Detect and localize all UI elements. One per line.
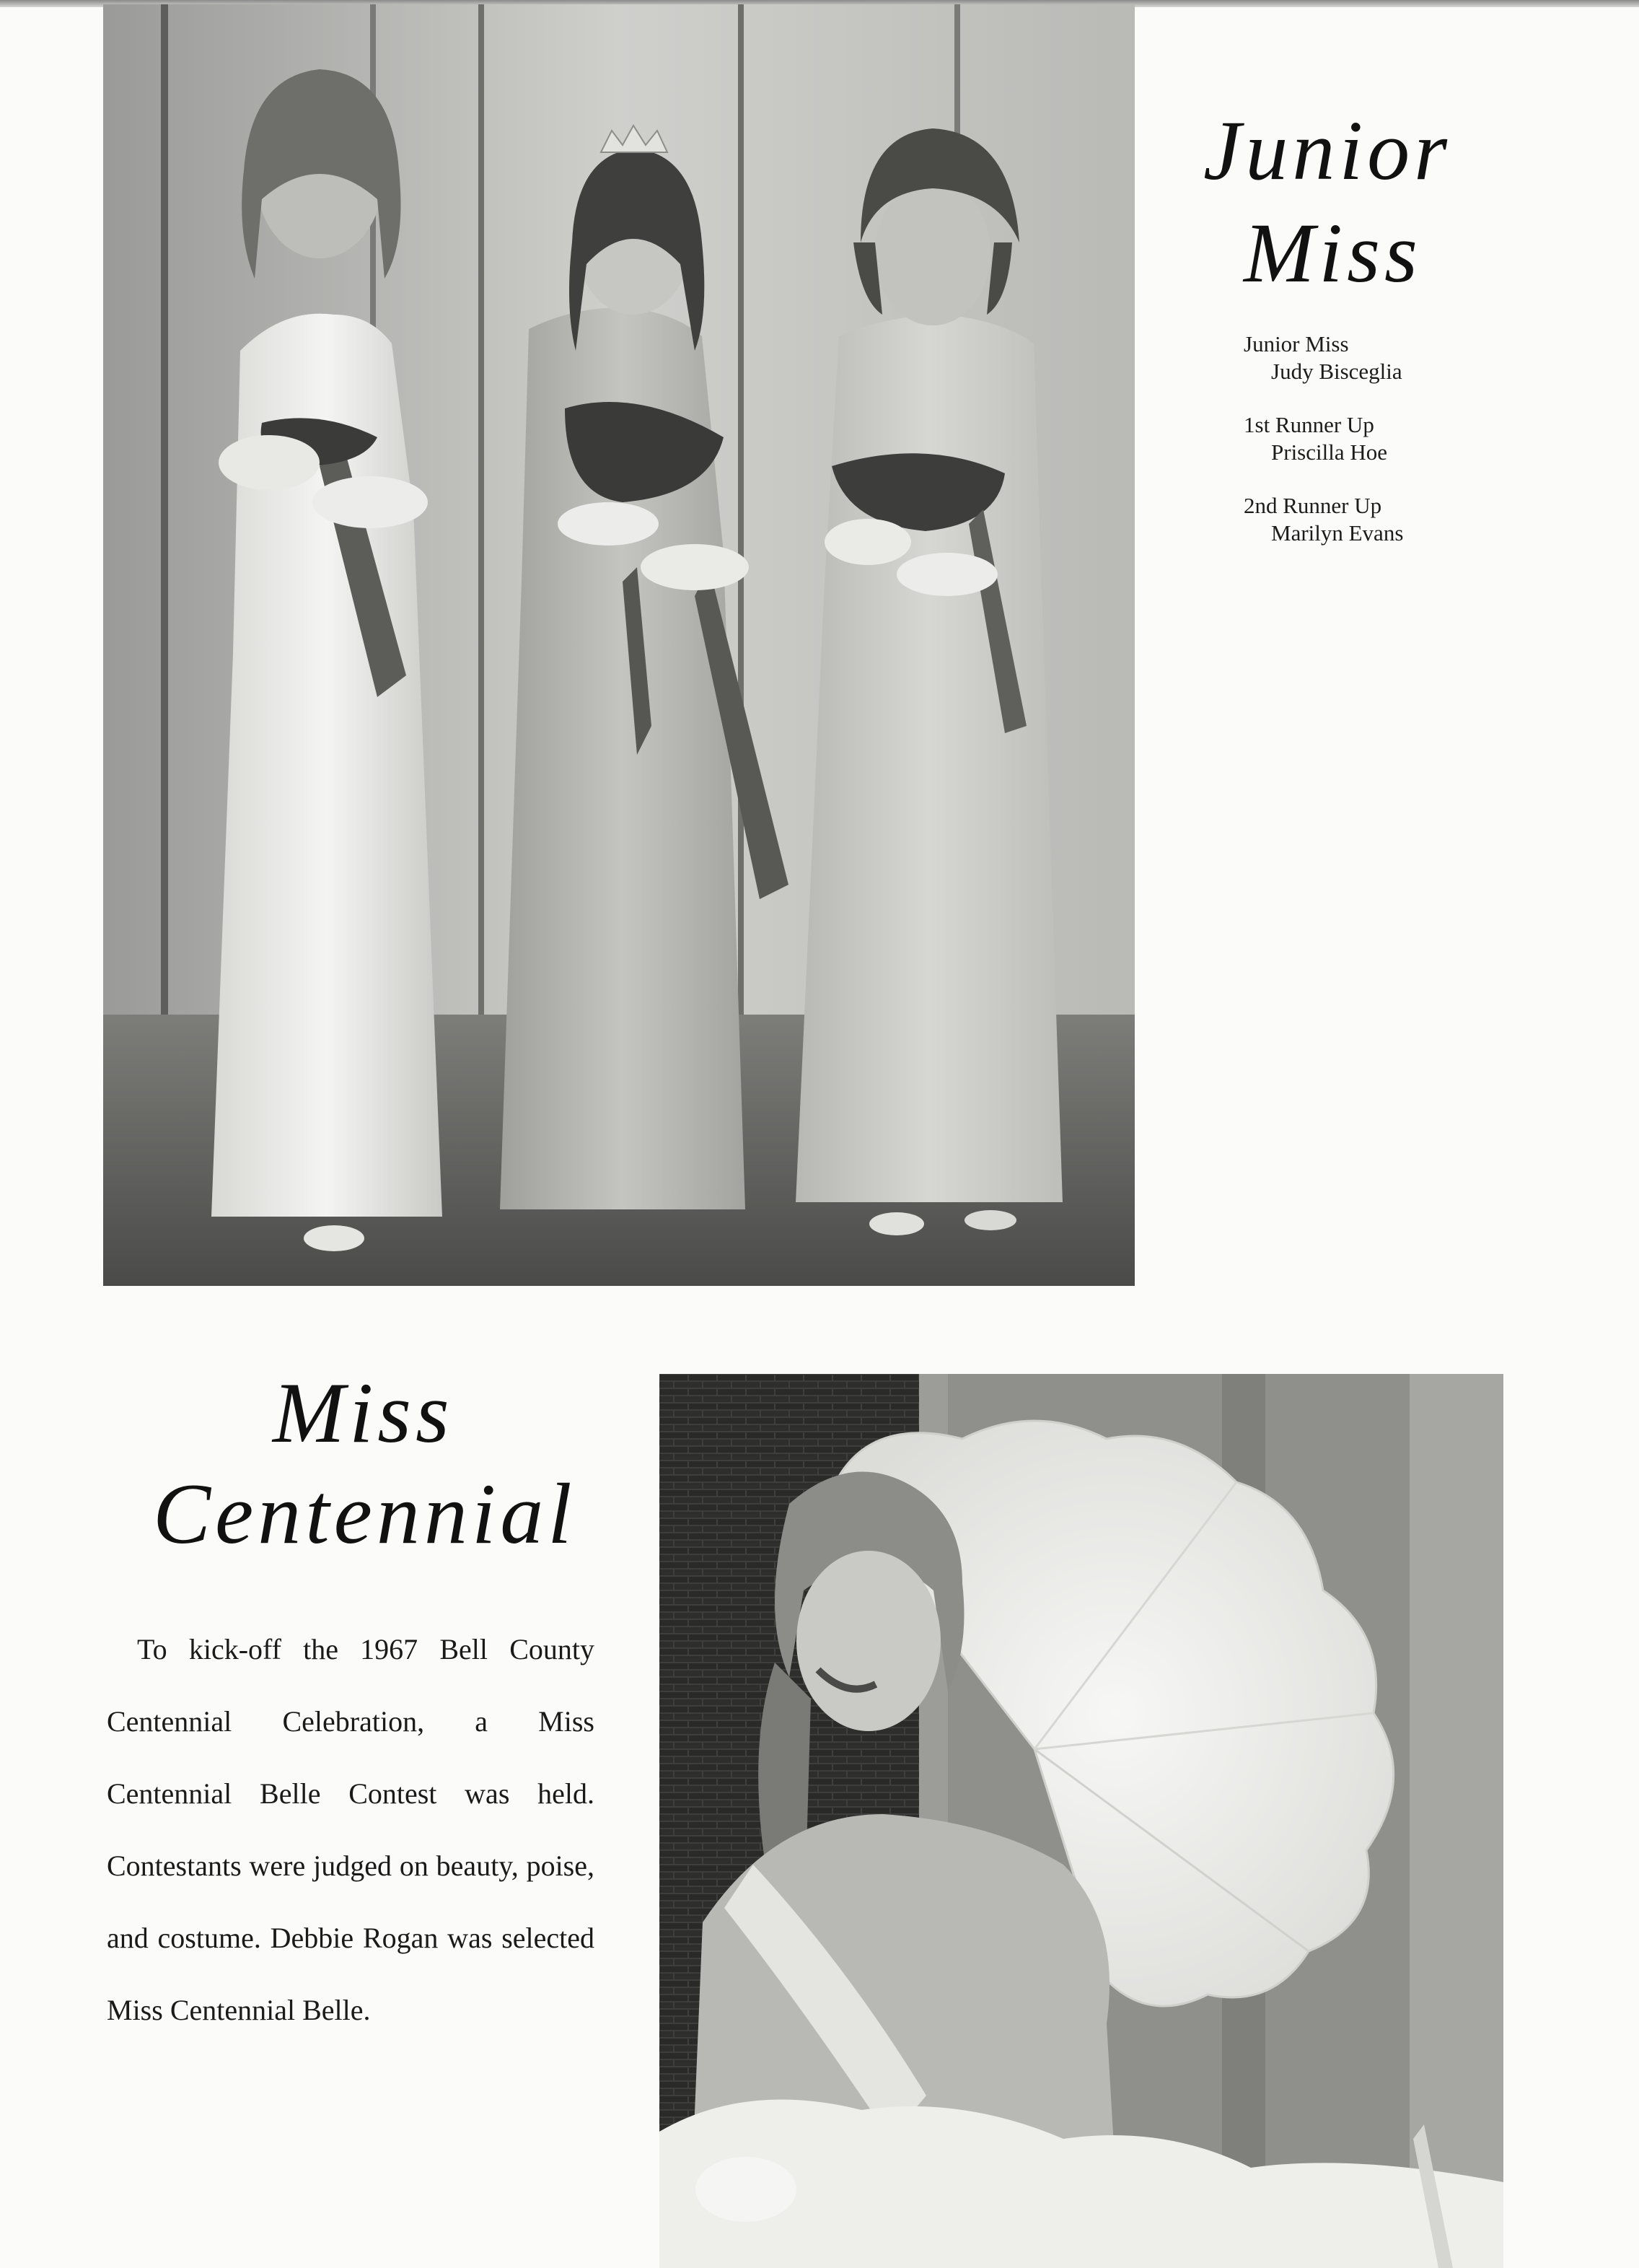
winner-role: 1st Runner Up [1244,412,1374,437]
miss-centennial-body: To kick-off the 1967 Bell County Centennial Celebration, a Miss Centennial Belle Contest was held. Contestants were judged on beauty, poise, and costume. Debbie Rogan was selected Miss Centennial Belle. [107,1633,594,2026]
junior-miss-photo [103,4,1135,1286]
winner-role: Junior Miss [1244,331,1349,356]
winner-name: Judy Bisceglia [1271,359,1402,384]
junior-miss-title-line-2: Miss [1244,206,1422,300]
winner-role: 2nd Runner Up [1244,493,1382,518]
winner-name: Priscilla Hoe [1271,439,1387,465]
miss-centennial-title-line-2: Centennial [153,1466,576,1562]
winner-entry [1244,492,1619,547]
junior-miss-title-line-1: Junior [1203,103,1452,198]
winner-entry [1244,411,1619,466]
winner-name: Marilyn Evans [1271,520,1404,546]
winner-entry [1244,330,1619,385]
miss-centennial-title-line-1: Miss [273,1365,454,1461]
miss-centennial-photo [659,1374,1503,2268]
junior-miss-winners [1244,330,1619,573]
